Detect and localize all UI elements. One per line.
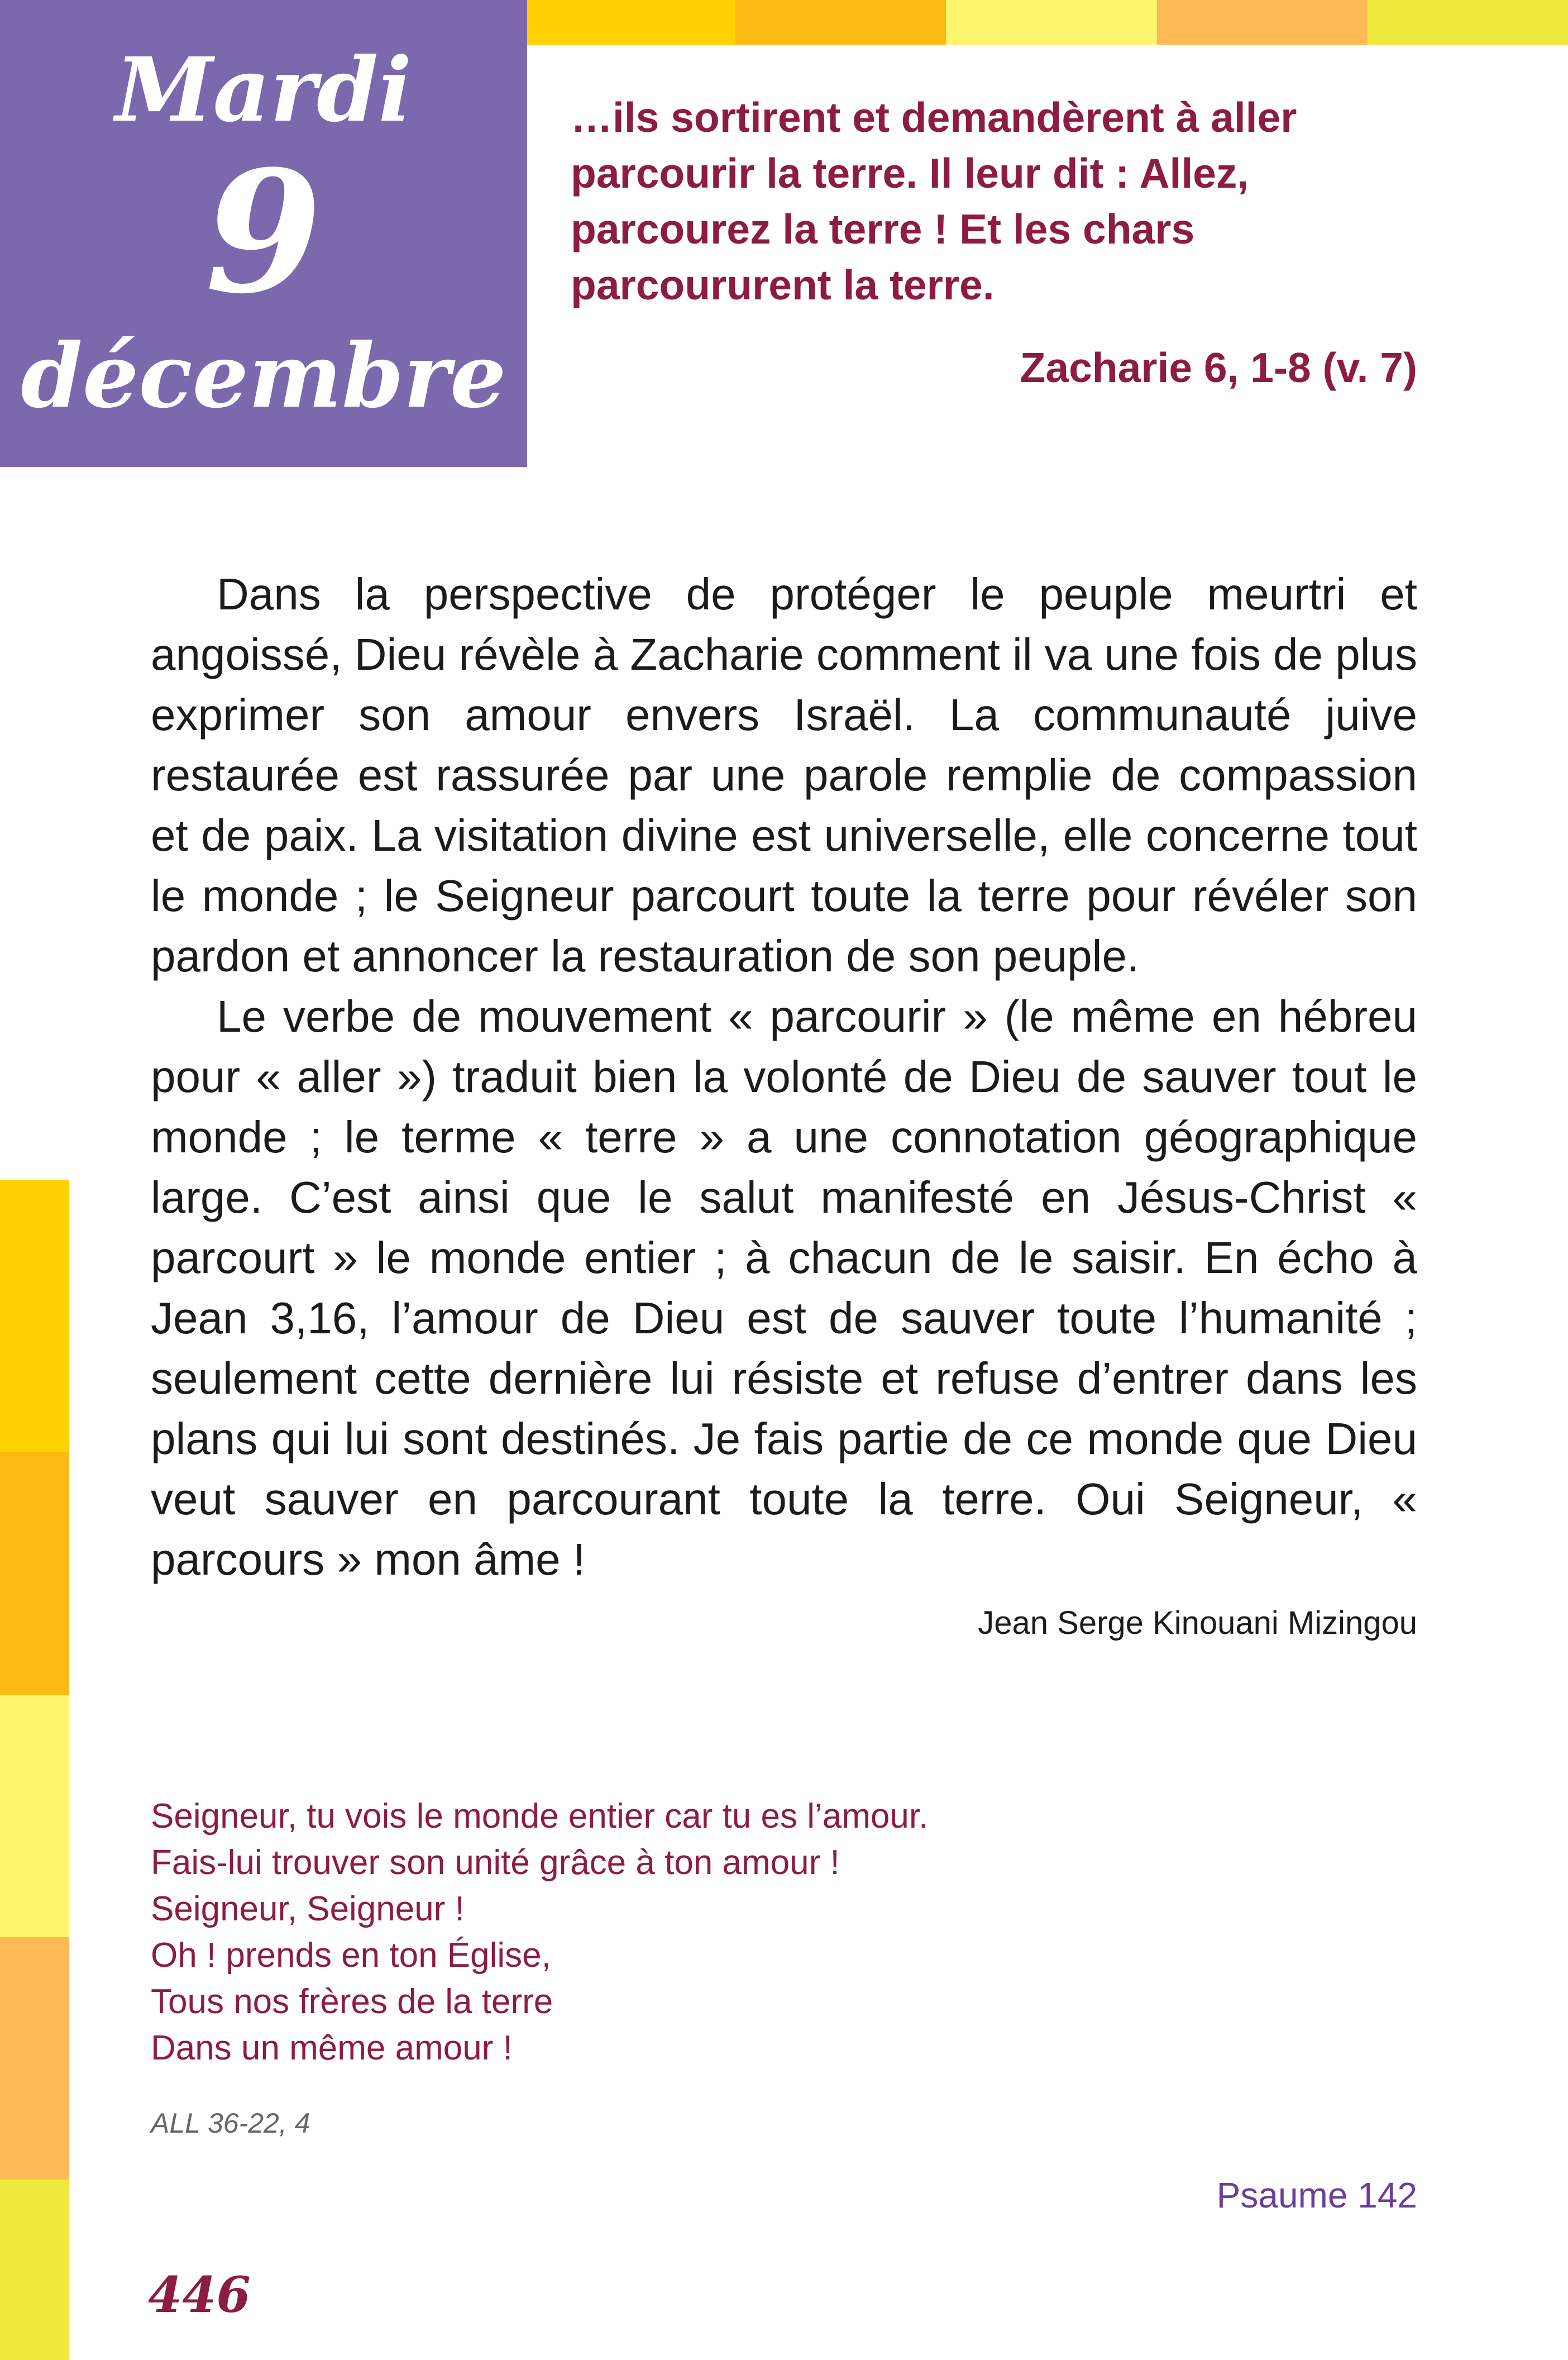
day-number: 9 [205, 134, 322, 331]
top-stripe-4 [1157, 0, 1368, 45]
author: Jean Serge Kinouani Mizingou [978, 1605, 1417, 1641]
side-stripe-2 [0, 1452, 69, 1695]
prayer-line: Seigneur, Seigneur ! [151, 1890, 465, 1928]
paragraph: Dans la perspective de protéger le peuple meurtri et angoissé, Dieu révèle à Zacharie comment il va une fois de plus exprimer son amour envers Israël. La communauté juive restaurée est rassurée par une parole remplie de compassion et de paix. La visitation divine est universelle, elle concerne tout le monde ; le Seigneur parcourt toute la terre pour révéler son pardon et annoncer la restauration de son peuple. [151, 569, 1417, 981]
prayer-line: Dans un même amour ! [151, 2029, 513, 2067]
prayer [151, 1793, 1212, 2071]
prayer-line: Oh ! prends en ton Église, [151, 1936, 551, 1975]
prayer-line: Tous nos frères de la terre [151, 1982, 553, 2021]
side-stripe-3 [0, 1695, 69, 1937]
side-stripe-4 [0, 1937, 69, 2180]
top-stripe-5 [1368, 0, 1568, 45]
top-stripe-1 [527, 0, 735, 45]
prayer-line: Seigneur, tu vois le monde entier car tu es l’amour. [151, 1797, 929, 1835]
prayer-line: Fais-lui trouver son unité grâce à ton amour ! [151, 1843, 840, 1882]
prayer-reference: ALL 36-22, 4 [151, 2108, 310, 2139]
date-header [0, 0, 527, 467]
top-stripe-2 [735, 0, 946, 45]
page-number: 446 [148, 2266, 251, 2324]
scripture-reference: Zacharie 6, 1-8 (v. 7) [1020, 344, 1417, 391]
scripture-verse: …ils sortirent et demandèrent à aller parcourir la terre. Il leur dit : Allez, parcourez la terre ! Et les chars parcoururent la terre. [571, 94, 1297, 308]
month: décembre [21, 325, 506, 428]
weekday: Mardi [115, 39, 412, 142]
psalm-reading: Psaume 142 [1216, 2175, 1417, 2215]
paragraph: Le verbe de mouvement « parcourir » (le même en hébreu pour « aller ») traduit bien la volonté de Dieu de sauver tout le monde ; le terme « terre » a une connotation géographique large. C’est ainsi que le salut manifesté en Jésus-Christ « parcourt » le monde entier ; à chacun de le saisir. En écho à Jean 3,16, l’amour de Dieu est de sauver toute l’humanité ; seulement cette dernière lui résiste et refuse d’entrer dans les plans qui lui sont destinés. Je fais partie de ce monde que Dieu veut sauver en parcourant toute la terre. Oui Seigneur, « parcours » mon âme ! [151, 991, 1417, 1584]
meditation-text [151, 564, 1417, 1590]
side-stripe-5 [0, 2180, 69, 2360]
side-stripe-1 [0, 1180, 69, 1452]
top-stripe-3 [946, 0, 1157, 45]
